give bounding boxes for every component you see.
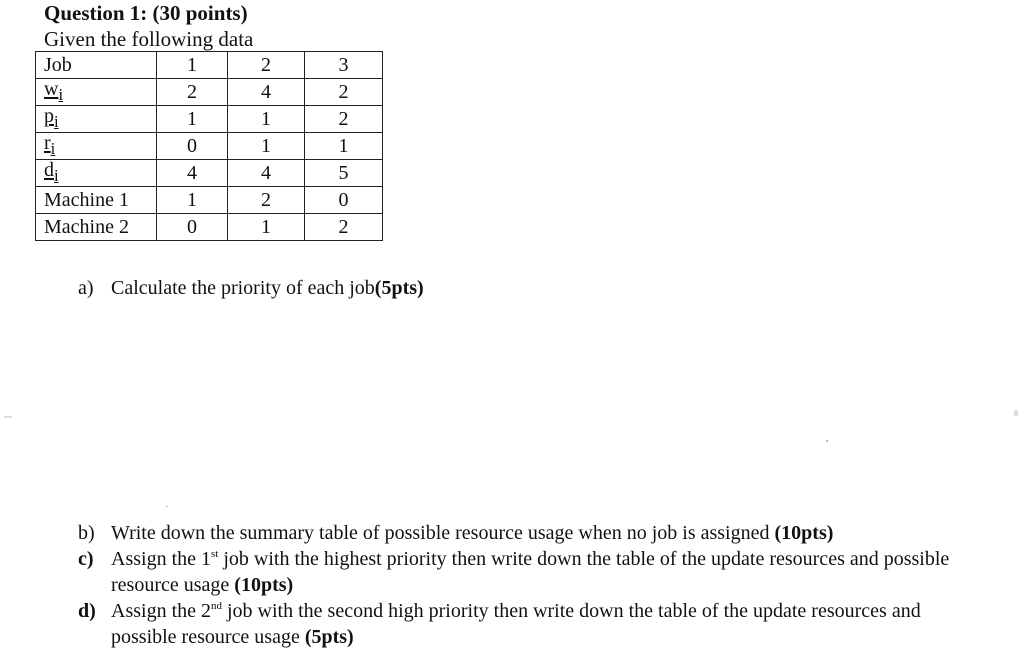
part-b-marker: b) [78, 522, 95, 544]
table-cell: 0 [157, 214, 228, 241]
part-c-text-pre: Assign the 1 [111, 548, 211, 570]
row-label [36, 106, 157, 133]
row-label [36, 133, 157, 160]
row-label: Machine 1 [36, 187, 157, 214]
part-b-points: (10pts) [774, 522, 834, 544]
part-c-text-post: job with the highest priority then write down the table of the update resources and possible resource usage [111, 548, 950, 596]
table-cell: 3 [305, 52, 383, 79]
table-cell: 1 [157, 52, 228, 79]
row-label [36, 160, 157, 187]
table-row [36, 160, 383, 187]
table-row [36, 187, 383, 214]
data-table [35, 51, 383, 241]
table-cell: 1 [157, 187, 228, 214]
table-cell: 1 [228, 214, 305, 241]
row-label: Job [36, 52, 157, 79]
part-d-text-post: job with the second high priority then write down the table of the update resources and possible resource usage [111, 600, 921, 648]
row-symbol: w [44, 78, 59, 100]
table-cell: 2 [305, 214, 383, 241]
scan-speck [166, 506, 168, 507]
part-d-sup: nd [211, 600, 222, 612]
table-cell: 4 [228, 79, 305, 106]
table-cell: 0 [157, 133, 228, 160]
table-row [36, 52, 383, 79]
table-row [36, 133, 383, 160]
table-cell: 4 [228, 160, 305, 187]
scan-speck [1014, 410, 1018, 416]
row-symbol-subscript: i [50, 139, 56, 158]
table-cell: 1 [228, 133, 305, 160]
part-d-text-pre: Assign the 2 [111, 600, 211, 622]
part-c-points: (10pts) [234, 574, 294, 596]
row-symbol-subscript: i [54, 112, 59, 131]
row-symbol-subscript: i [58, 85, 64, 104]
scan-speck [4, 416, 12, 418]
part-d-marker: d) [78, 600, 96, 622]
part-a-text: Calculate the priority of each job [111, 277, 375, 299]
table-cell: 2 [305, 79, 383, 106]
part-b-text: Write down the summary table of possible resource usage when no job is assigned [111, 522, 775, 544]
table-cell: 0 [305, 187, 383, 214]
row-label: Machine 2 [36, 214, 157, 241]
table-cell: 1 [305, 133, 383, 160]
question-title: Question 1: (30 points) [44, 1, 248, 25]
row-symbol: p [44, 105, 54, 127]
table-cell: 2 [157, 79, 228, 106]
table-cell: 1 [228, 106, 305, 133]
table-row [36, 79, 383, 106]
table-cell: 2 [305, 106, 383, 133]
part-c-marker: c) [78, 548, 94, 570]
part-a-marker: a) [78, 277, 94, 299]
scan-speck [826, 440, 828, 442]
row-symbol: d [44, 159, 54, 181]
question-intro: Given the following data [44, 27, 254, 51]
table-cell: 2 [228, 187, 305, 214]
part-a-points: (5pts) [374, 277, 424, 299]
row-symbol-subscript: i [54, 166, 59, 185]
table-cell: 4 [157, 160, 228, 187]
table-cell: 1 [157, 106, 228, 133]
table-cell: 2 [228, 52, 305, 79]
table-row [36, 106, 383, 133]
row-symbol: r [44, 132, 51, 154]
table-cell: 5 [305, 160, 383, 187]
row-label [36, 79, 157, 106]
table-row [36, 214, 383, 241]
part-c-sup: st [211, 548, 219, 560]
part-d-points: (5pts) [304, 626, 354, 648]
